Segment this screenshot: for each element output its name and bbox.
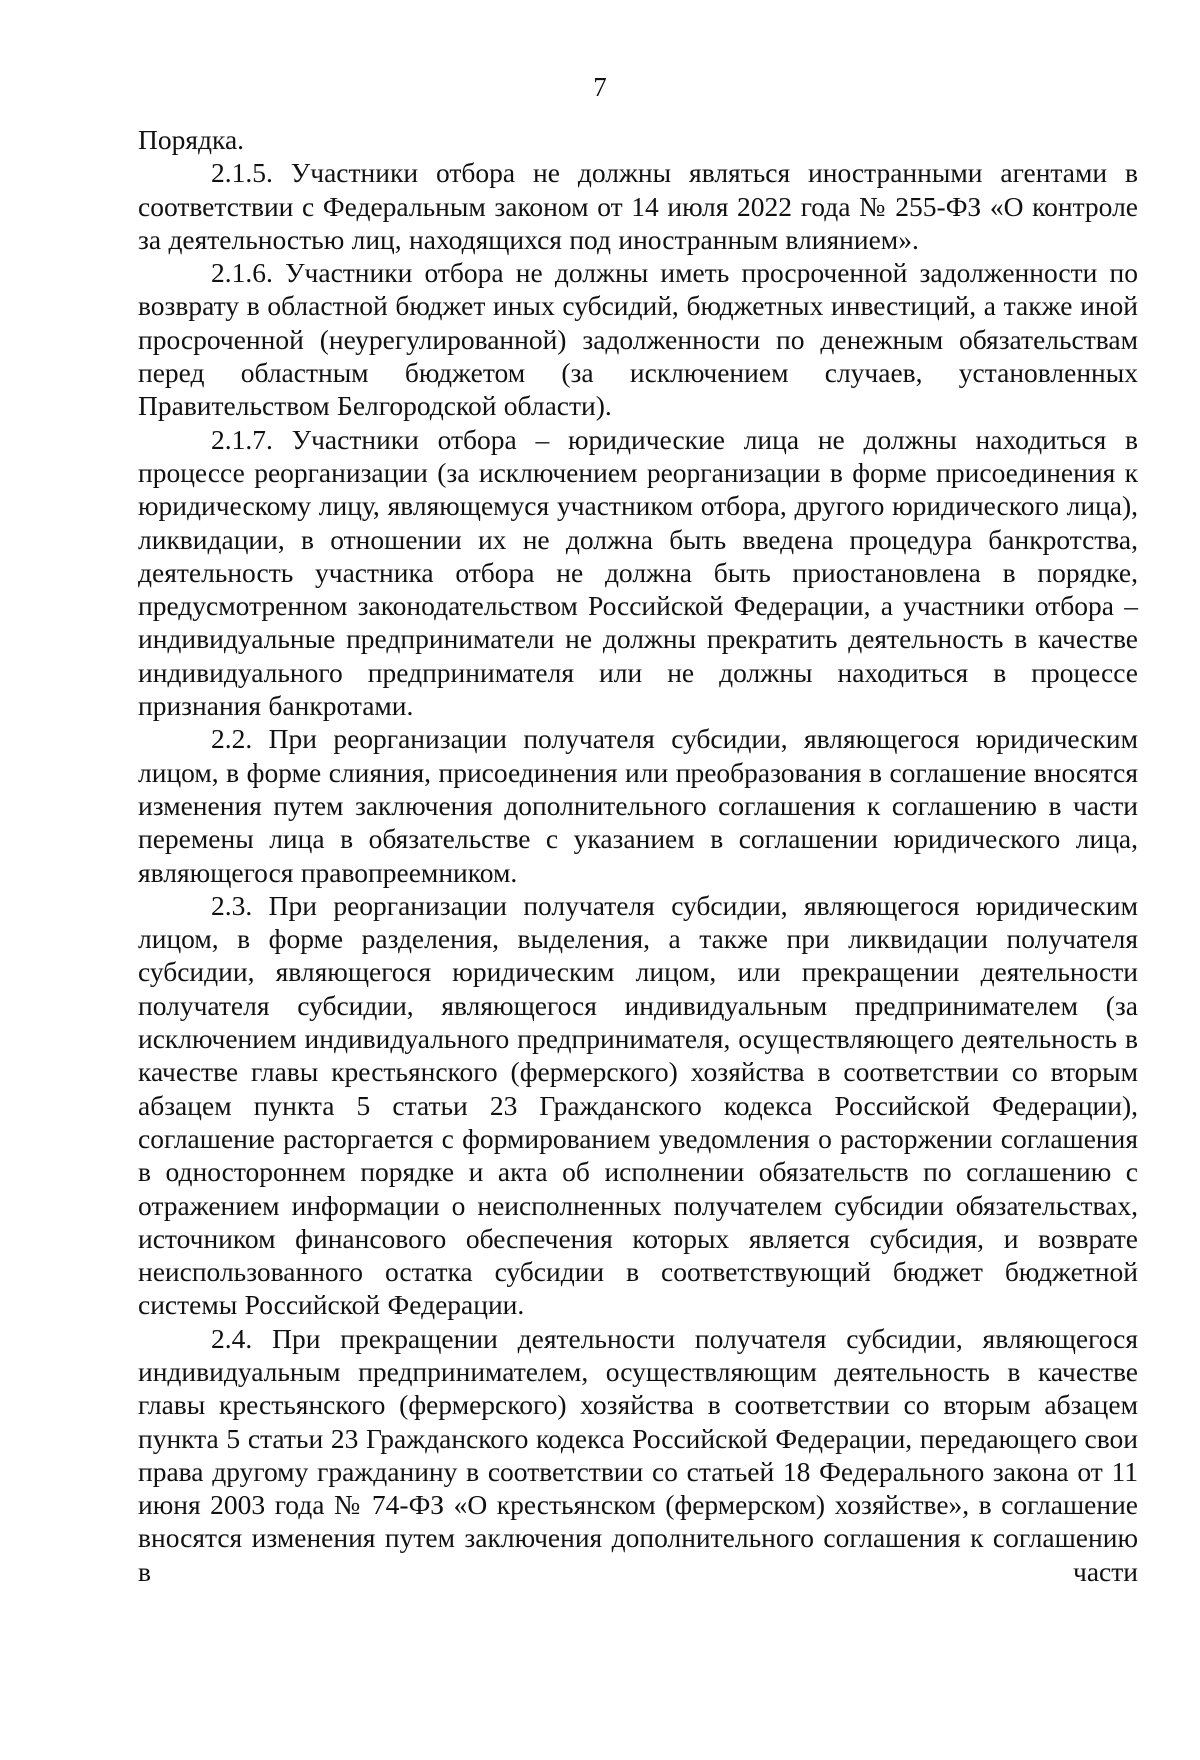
page-number: 7 bbox=[593, 72, 607, 102]
paragraph-2-4: 2.4. При прекращении деятельности получателя субсидии, являющегося индивидуальным предпринимателем, осуществляющим деятельность в качестве главы крестьянского (фермерского) хозяйства в соответствии со вторым абзацем пункта 5 статьи 23 Гражданского кодекса Российской Федерации, передающего свои права другому гражданину в соответствии со статьей 18 Федерального закона от 11 июня 2003 года № 74-ФЗ «О крестьянском (фермерском) хозяйстве», в соглашение вносятся изменения путем заключения дополнительного соглашения к соглашению в части bbox=[138, 1322, 1138, 1587]
paragraph-2-1-7: 2.1.7. Участники отбора – юридические лица не должны находиться в процессе реорганизации (за исключением реорганизации в форме присоединения к юридическому лицу, являющемуся участником отбора, другого юридического лица), ликвидации, в отношении их не должна быть введена процедура банкротства, деятельность участника отбора не должна быть приостановлена в порядке, предусмотренном законодательством Российской Федерации, а участники отбора – индивидуальные предприниматели не должны прекратить деятельность в качестве индивидуального предпринимателя или не должны находиться в процессе признания банкротами. bbox=[138, 423, 1138, 722]
paragraph-2-1-5: 2.1.5. Участники отбора не должны являться иностранными агентами в соответствии с Федеральным законом от 14 июля 2022 года № 255-ФЗ «О контроле за деятельностью лиц, находящихся под иностранным влиянием». bbox=[138, 157, 1138, 255]
paragraph-continuation: Порядка. bbox=[138, 124, 245, 155]
paragraph-2-2: 2.2. При реорганизации получателя субсидии, являющегося юридическим лицом, в форме слияния, присоединения или преобразования в соглашение вносятся изменения путем заключения дополнительного соглашения к соглашению в части перемены лица в обязательстве с указанием в соглашении юридического лица, являющегося правопреемником. bbox=[138, 723, 1138, 888]
paragraph-2-3: 2.3. При реорганизации получателя субсидии, являющегося юридическим лицом, в форме разделения, выделения, а также при ликвидации получателя субсидии, являющегося юридическим лицом, или прекращении деятельности получателя субсидии, являющегося индивидуальным предпринимателем (за исключением индивидуального предпринимателя, осуществляющего деятельность в качестве главы крестьянского (фермерского) хозяйства в соответствии со вторым абзацем пункта 5 статьи 23 Гражданского кодекса Российской Федерации), соглашение расторгается с формированием уведомления о расторжении соглашения в одностороннем порядке и акта об исполнении обязательств по соглашению с отражением информации о неисполненных получателем субсидии обязательствах, источником финансового обеспечения которых является субсидия, и возврате неиспользованного остатка субсидии в соответствующий бюджет бюджетной системы Российской Федерации. bbox=[138, 889, 1138, 1321]
document-body bbox=[138, 123, 1138, 1588]
paragraph-2-1-6: 2.1.6. Участники отбора не должны иметь просроченной задолженности по возврату в областной бюджет иных субсидий, бюджетных инвестиций, а также иной просроченной (неурегулированной) задолженности по денежным обязательствам перед областным бюджетом (за исключением случаев, установленных Правительством Белгородской области). bbox=[138, 257, 1138, 422]
